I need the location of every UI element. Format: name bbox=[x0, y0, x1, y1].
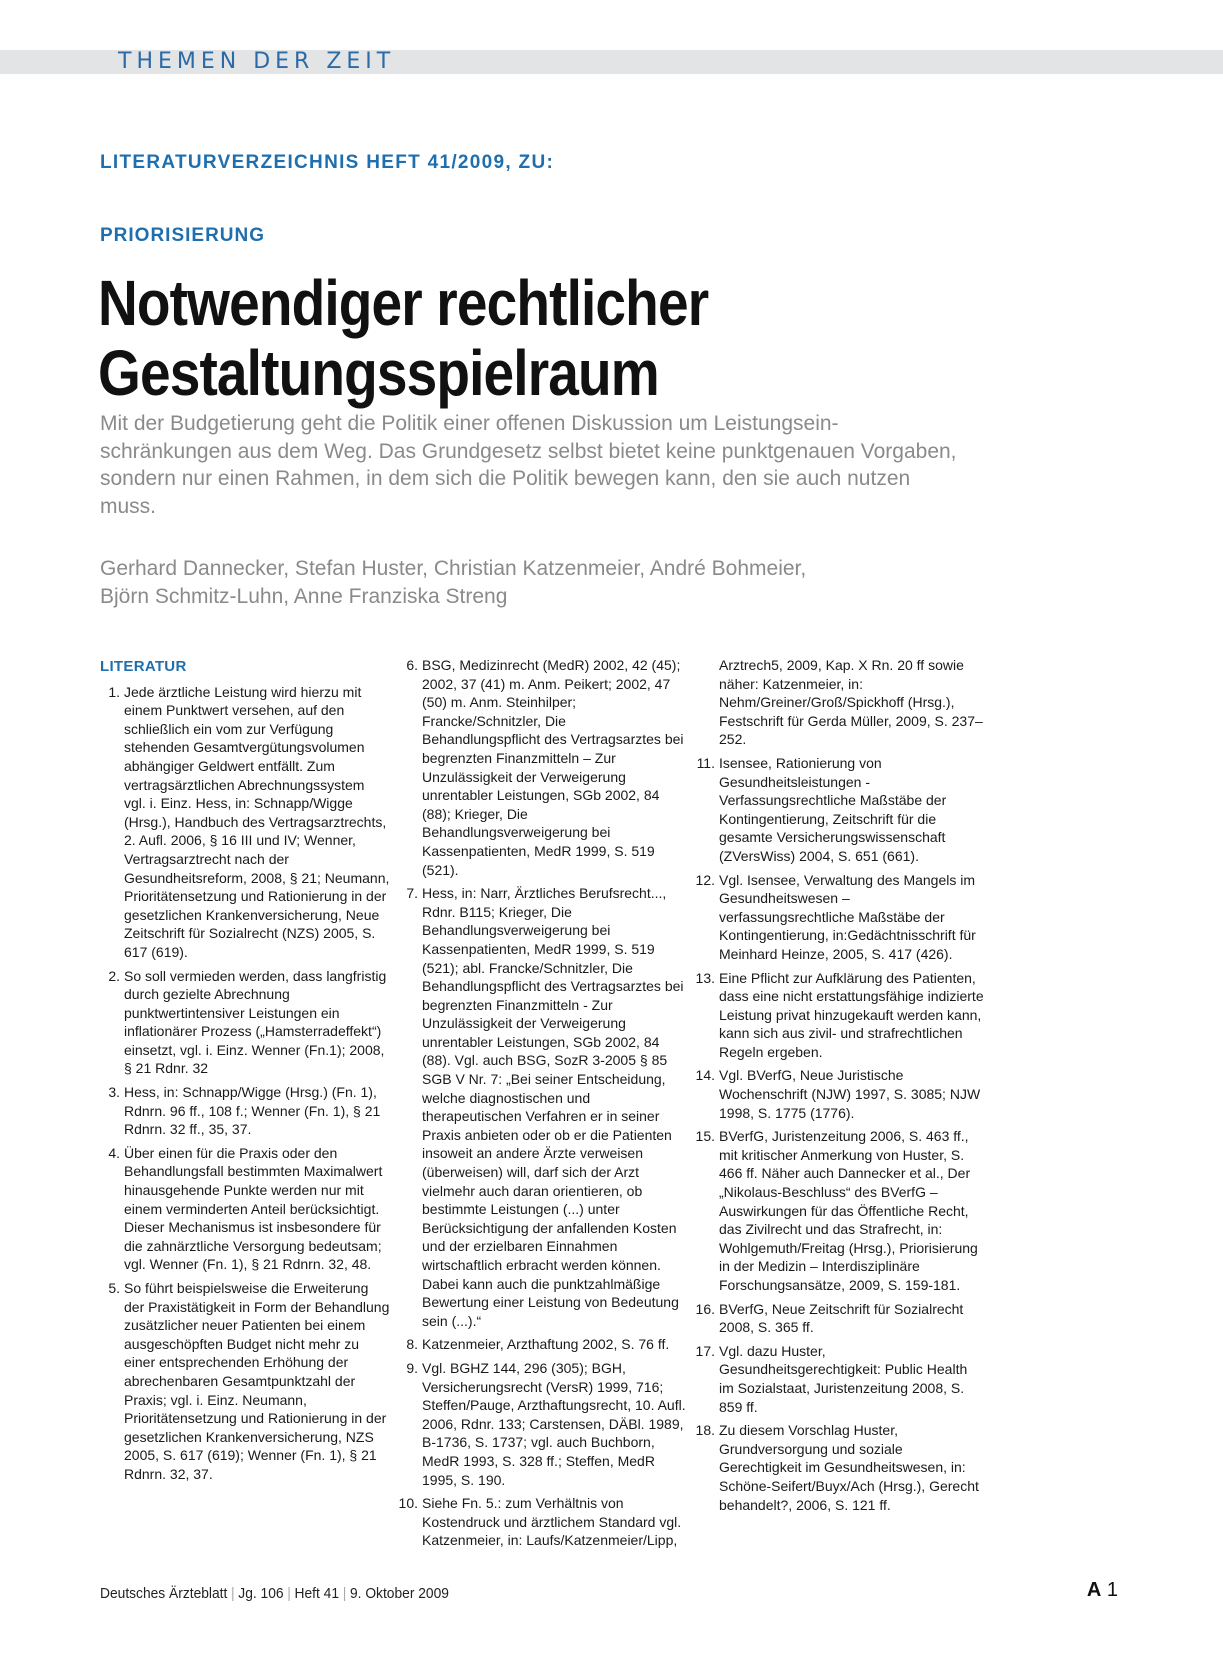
reference-text: BVerfG, Neue Zeitschrift für Sozialrecht 2008, S. 365 ff. bbox=[719, 1300, 964, 1336]
reference-item bbox=[398, 1335, 688, 1354]
lead-paragraph: Mit der Budgetierung geht die Politik einer offenen Diskussion um Leistungsein- schränkungen aus dem Weg. Das Grundgesetz selbst bietet keine punktgenauen Vorgaben, sondern nur einen Rahmen, in dem sich die Politik bewegen kann, den sie auch nutzen muss. bbox=[100, 412, 957, 518]
headline-line-1: Notwendiger rechtlicher bbox=[98, 267, 709, 339]
reference-text: Vgl. dazu Huster, Gesundheitsgerechtigkeit: Public Health im Sozialstaat, Juristenzeitung 2008, S. 859 ff. bbox=[719, 1342, 968, 1415]
reference-text: Vgl. BVerfG, Neue Juristische Wochenschrift (NJW) 1997, S. 3085; NJW 1998, S. 1775 (1776). bbox=[719, 1067, 981, 1121]
reference-number: 4. bbox=[108, 1144, 120, 1161]
footer: Deutsches Ärzteblatt | Jg. 106 | Heft 41 | 9. Oktober 2009 bbox=[100, 1585, 449, 1602]
reference-text: Jede ärztliche Leistung wird hierzu mit einem Punktwert versehen, auf den schließlich ein vom zur Verfügung stehenden Gesamtvergütungsvolumen abhängiger Geldwert entfällt. Zum vertragsärztlichen Abrechnungssystem vgl. i. Einz. Hess, in: Schnapp/Wigge (Hrsg.), Handbuch des Vertragsarztrechts, 2. Aufl. 2006, § 16 III und IV; Wenner, Vertragsarztrecht nach der Gesundheitsreform, 2008, § 21; Neumann, Prioritätensetzung und Rationierung in der gesetzlichen Krankenversicherung, Neue Zeitschrift für Sozialrecht (NZS) 2005, S. 617 (619). bbox=[124, 683, 390, 960]
reference-number: 17. bbox=[695, 1342, 715, 1359]
literature-column-3 bbox=[695, 656, 985, 1519]
reference-number: 9. bbox=[406, 1359, 418, 1376]
reference-number: 10. bbox=[398, 1495, 418, 1512]
reference-item bbox=[695, 754, 985, 866]
kicker: LITERATURVERZEICHNIS HEFT 41/2009, ZU: bbox=[100, 152, 555, 173]
reference-text: Eine Pflicht zur Aufklärung des Patienten, dass eine nicht erstattungsfähige indizierte Leistung privat hinzugekauft werden kann, kann sich aus zivil- und strafrechtlichen Regeln ergeben. bbox=[719, 969, 984, 1060]
reference-text: BVerfG, Juristenzeitung 2006, S. 463 ff., mit kritischer Anmerkung von Huster, S. 466 ff. Näher auch Dannecker et al., Der „Nikolaus-Beschluss“ des BVerfG – Auswirkungen für das Öffentliche Recht, das Zivilrecht und das Strafrecht, in: Wohlgemuth/Freitag (Hrsg.), Priorisierung in der Medizin – Interdisziplinäre Forschungsansätze, 2009, S. 159-181. bbox=[719, 1128, 978, 1293]
reference-item bbox=[695, 1300, 985, 1337]
reference-number: 14. bbox=[695, 1067, 715, 1084]
reference-item bbox=[398, 884, 688, 1330]
reference-number: 7. bbox=[406, 885, 418, 902]
reference-text: Über einen für die Praxis oder den Behandlungsfall bestimmten Maximalwert hinausgehende Punkte werden nur mit einem verminderten Anteil berücksichtigt. Dieser Mechanismus ist insbesondere für die zahnärztliche Versorgung bedeutsam; vgl. Wenner (Fn. 1), § 21 Rdnrn. 32, 48. bbox=[124, 1144, 383, 1273]
reference-number: 12. bbox=[695, 871, 715, 888]
reference-item bbox=[695, 1421, 985, 1514]
page-letter: A bbox=[1086, 1579, 1102, 1601]
literature-column-1 bbox=[100, 658, 390, 1489]
literature-column-2 bbox=[398, 656, 688, 1555]
reference-item bbox=[100, 683, 390, 962]
reference-item bbox=[695, 969, 985, 1062]
footer-journal: Deutsches Ärzteblatt bbox=[100, 1585, 228, 1602]
reference-number: 6. bbox=[406, 657, 418, 673]
headline-line-2: Gestaltungsspielraum bbox=[98, 337, 659, 409]
reference-item bbox=[695, 1127, 985, 1294]
authors-line-2: Björn Schmitz-Luhn, Anne Franziska Streng bbox=[100, 584, 508, 608]
reference-number: 8. bbox=[406, 1336, 418, 1353]
page-number bbox=[1087, 1579, 1118, 1602]
reference-item bbox=[100, 1144, 390, 1274]
reference-item bbox=[695, 871, 985, 964]
reference-number: 1. bbox=[108, 683, 120, 700]
reference-text: Zu diesem Vorschlag Huster, Grundversorgung und soziale Gerechtigkeit im Gesundheitswesen, in: Schöne-Seifert/Buyx/Ach (Hrsg.), Gerecht behandelt?, 2006, S. 121 ff. bbox=[719, 1422, 979, 1513]
reference-text: Isensee, Rationierung von Gesundheitsleistungen - Verfassungsrechtliche Maßstäbe der Kontingentierung, Zeitschrift für die gesamte Versicherungswissenschaft (ZVersWiss) 2004, S. 651 (661). bbox=[719, 754, 947, 864]
reference-text: So soll vermieden werden, dass langfristig durch gezielte Abrechnung punktwertintensiver Leistungen ein inflationärer Prozess („Hamsterradeffekt“) einsetzt, vgl. i. Einz. Wenner (Fn.1); 2008, § 21 Rdnr. 32 bbox=[124, 967, 387, 1077]
reference-item bbox=[398, 656, 688, 879]
reference-text: Hess, in: Narr, Ärztliches Berufsrecht..., Rdnr. B115; Krieger, Die Behandlungsverweigerung bei Kassenpatienten, MedR 1999, S. 519 (521); abl. Francke/Schnitzler, Die Behandlungspflicht des Vertragsarztes bei begrenzten Finanzmitteln - Zur Unzulässigkeit der Verweigerung unrentabler Leistungen, SGb 2002, 84 (88). Vgl. auch BSG, SozR 3-2005 § 85 SGB V Nr. 7: „Bei seiner Entscheidung, welche diagnostischen und therapeutischen Verfahren er in seiner Praxis anbieten oder ob er die Patienten insoweit an andere Ärzte verweisen (überweisen) will, darf sich der Arzt vielmehr auch daran orientieren, ob bestimmte Leistungen (...) unter Berücksichtigung der anfallenden Kosten und der erzielbaren Einnahmen wirtschaftlich erbracht werden können. Dabei kann auch die punktzahlmäßige Bewertung einer Leistung von Bedeutung sein (...).“ bbox=[422, 885, 684, 1329]
reference-text: Hess, in: Schnapp/Wigge (Hrsg.) (Fn. 1), Rdnrn. 96 ff., 108 f.; Wenner (Fn. 1), § 21 Rdnrn. 32 ff., 35, 37. bbox=[124, 1084, 381, 1138]
rubric: PRIORISIERUNG bbox=[100, 225, 266, 246]
reference-item bbox=[100, 1279, 390, 1484]
reference-item bbox=[100, 1083, 390, 1139]
footer-date: 9. Oktober 2009 bbox=[349, 1585, 449, 1602]
literature-heading: LITERATUR bbox=[100, 658, 187, 675]
reference-text: BSG, Medizinrecht (MedR) 2002, 42 (45); 2002, 37 (41) m. Anm. Peikert; 2002, 47 (50) m. Anm. Steinhilper; Francke/Schnitzler, Die Behandlungspflicht des Vertragsarztes bei begrenzten Finanzmitteln – Zur Unzulässigkeit der Verweigerung unrentabler Leistungen, SGb 2002, 84 (88); Krieger, Die Behandlungsverweigerung bei Kassenpatienten, MedR 1999, S. 519 (521). bbox=[422, 657, 684, 878]
reference-text: So führt beispielsweise die Erweiterung der Praxistätigkeit in Form der Behandlung zusätzlicher neuer Patienten bei einem ausgeschöpften Budget nicht mehr zu einer entsprechenden Erhöhung der abrechenbaren Gesamtpunktzahl der Praxis; vgl. i. Einz. Neumann, Prioritätensetzung und Rationierung in der gesetzlichen Krankenversicherung, NZS 2005, S. 617 (619); Wenner (Fn. 1), § 21 Rdnrn. 32, 37. bbox=[124, 1280, 390, 1482]
footer-issue: Heft 41 bbox=[294, 1585, 340, 1602]
page-digit: 1 bbox=[1106, 1579, 1118, 1601]
section-label: THEMEN DER ZEIT bbox=[118, 49, 396, 74]
reference-item bbox=[100, 967, 390, 1079]
reference-number: 11. bbox=[696, 754, 715, 771]
authors bbox=[100, 555, 1000, 610]
reference-item bbox=[398, 1494, 688, 1550]
reference-text: Vgl. BGHZ 144, 296 (305); BGH, Versicherungsrecht (VersR) 1999, 716; Steffen/Pauge, Arzthaftungsrecht, 10. Aufl. 2006, Rdnr. 133; Carstensen, DÄBl. 1989, B-1736, S. 1737; vgl. auch Buchborn, MedR 1993, S. 328 ff.; Steffen, MedR 1995, S. 190. bbox=[422, 1359, 686, 1488]
reference-continuation: Arztrech5, 2009, Kap. X Rn. 20 ff sowie näher: Katzenmeier, in: Nehm/Greiner/Groß/Spickhoff (Hrsg.), Festschrift für Gerda Müller, 2009, S. 237–252. bbox=[719, 657, 983, 748]
reference-text: Vgl. Isensee, Verwaltung des Mangels im Gesundheitswesen – verfassungsrechtliche Maßstäbe der Kontingentierung, in:Gedächtnisschrift für Meinhard Heinze, 2005, S. 417 (426). bbox=[719, 871, 976, 962]
reference-number: 2. bbox=[108, 967, 120, 984]
footer-volume: Jg. 106 bbox=[238, 1585, 284, 1602]
reference-number: 5. bbox=[108, 1280, 120, 1296]
reference-item bbox=[398, 1359, 688, 1489]
authors-line-1: Gerhard Dannecker, Stefan Huster, Christian Katzenmeier, André Bohmeier, bbox=[100, 557, 807, 580]
reference-text: Siehe Fn. 5.: zum Verhältnis von Kostendruck und ärztlichem Standard vgl. Katzenmeier, in: Laufs/Katzenmeier/Lipp, bbox=[422, 1495, 682, 1549]
headline bbox=[98, 268, 803, 408]
reference-number: 13. bbox=[695, 969, 715, 986]
reference-item bbox=[695, 1342, 985, 1416]
reference-number: 18. bbox=[695, 1422, 715, 1439]
reference-number: 3. bbox=[108, 1084, 120, 1101]
reference-number: 15. bbox=[695, 1128, 715, 1145]
reference-item bbox=[695, 1066, 985, 1122]
reference-number: 16. bbox=[695, 1300, 715, 1317]
reference-text: Katzenmeier, Arzthaftung 2002, S. 76 ff. bbox=[422, 1336, 670, 1353]
